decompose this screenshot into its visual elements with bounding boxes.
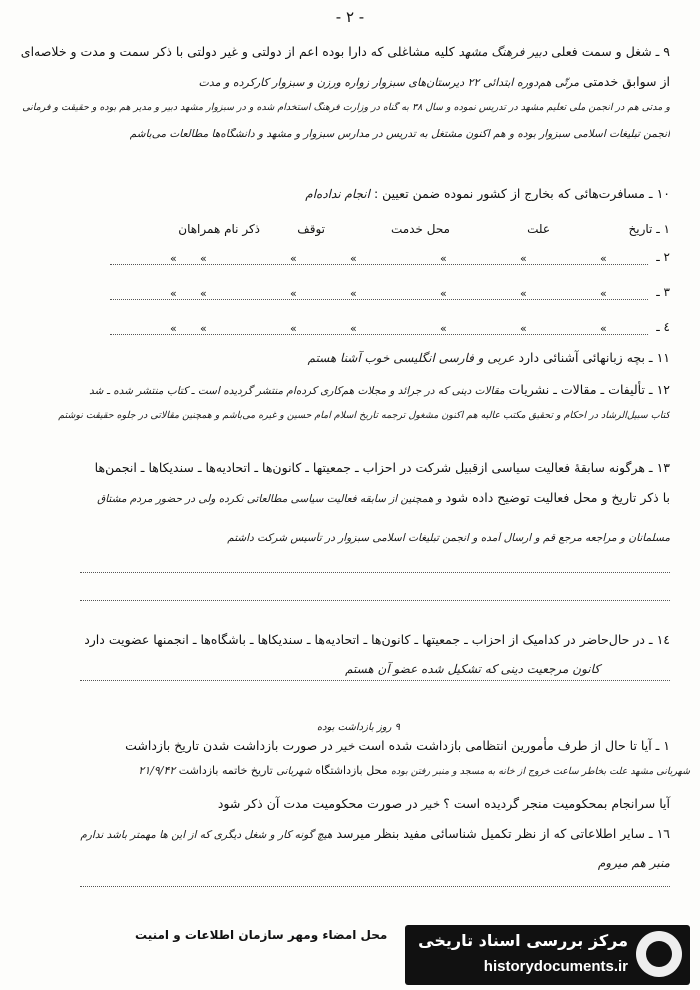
q15-line3 <box>218 796 670 811</box>
ditto-mark: « <box>520 322 527 335</box>
q15-line1 <box>125 738 670 753</box>
q12-label: ۱۲ ـ تألیفات ـ مقالات ـ نشریات <box>508 382 670 397</box>
q15-hand-start: ۲۱/۹/۴۲ <box>138 764 176 777</box>
q15-print: تاریخ خاتمه بازداشت <box>178 764 273 777</box>
q10-hand: انجام نداده‌ام <box>305 187 370 201</box>
q10-row-2-line <box>110 264 648 265</box>
ditto-mark: « <box>170 252 177 265</box>
ditto-mark: « <box>600 252 607 265</box>
q15-hand-end: شهربانی مشهد علت بخاطر ساعت خروج از خانه به مسجد و منبر رفتن بوده <box>391 766 690 777</box>
ditto-mark: « <box>520 287 527 300</box>
q13-blank-line-2 <box>80 600 670 601</box>
q15-line3-rest: در صورت محکومیت مدت آن ذکر شود <box>217 796 418 811</box>
q10-header-date: ۱ ـ تاریخ <box>628 222 670 236</box>
ditto-mark: « <box>170 287 177 300</box>
q12-hand2: کتاب سبیل‌الرشاد در احکام و تحقیق مکتب عالیه هم اکنون مشغول ترجمه تاریخ اسلام امام حسین و غیره می‌باشم و همچنین مقالاتی در جلوه حقیقت نوشتم <box>58 410 670 421</box>
q11-hand: عربی و فارسی انگلیسی خوب آشنا هستم <box>307 351 515 365</box>
q13-blank-line-1 <box>80 572 670 573</box>
ditto-mark: « <box>290 287 297 300</box>
q9-line2-hand: مرتّی هم‌دوره ابتدائی ۲۲ دیرستان‌های سبزوار زواره ورزن و سبزوار کارکرده و مدت <box>198 76 580 89</box>
ditto-mark: « <box>200 252 207 265</box>
q10-label: ۱۰ ـ مسافرت‌هائی که بخارج از کشور نموده ضمن تعیین : <box>373 186 670 201</box>
q16-line <box>80 826 670 841</box>
ditto-mark: « <box>200 322 207 335</box>
q13-hand2: مسلمانان و مراجعه مرجع قم و ارسال آمده و انجمن تبلیغات اسلامی سبزوار در تأسیس شرکت داشتم <box>227 532 670 544</box>
ditto-mark: « <box>350 322 357 335</box>
q9-line3-hand: و مدتی هم در انجمن ملی تعلیم مشهد در تدریس نموده و سال ۳۸ به گناه در وزارت فرهنگ استخدام شده و در سبزوار مشهد دبیر و مدیر هم بوده و حقیقت و فرمانی <box>22 102 670 113</box>
q14-label: ١٤ ـ در حال‌حاضر در کدامیک از احزاب ـ جمعیتها ـ کانون‌ها ـ اتحادیه‌ها ـ سندیکاها ـ باشگاه‌ها ـ انجمنها عضویت دارد <box>84 632 670 647</box>
q15-rest: در صورت بازداشت شدن تاریخ بازداشت <box>125 738 333 753</box>
q11-line <box>308 350 670 365</box>
q13-hand1: و همچنین از سابقه فعالیت سیاسی مطالعاتی نکرده ولی در حضور مردم مشتاق <box>97 493 442 505</box>
q9-label-line <box>21 44 670 59</box>
q10-row-3: ۳ ـ <box>656 285 670 299</box>
q12-line <box>89 382 670 397</box>
q10-header-reason: علت <box>527 222 550 236</box>
q13-line2 <box>97 490 670 505</box>
q16-hand2: منبر هم میروم <box>597 856 670 870</box>
q11-label: ۱۱ ـ بچه زبانهائی آشنائی دارد <box>518 350 670 365</box>
ditto-mark: « <box>440 322 447 335</box>
watermark-title: مرکز بررسی اسناد تاریخی <box>418 931 628 950</box>
q10-label-line <box>305 186 670 201</box>
q15-print2: محل بازداشتگاه <box>315 764 388 777</box>
ditto-mark: « <box>440 287 447 300</box>
ditto-mark: « <box>600 287 607 300</box>
q15-hand-inline: خیر <box>336 739 355 753</box>
q10-row-2: ۲ ـ <box>656 250 670 264</box>
q15-hand-above: ۹ روز بازداشت بوده <box>316 722 400 733</box>
ditto-mark: « <box>290 322 297 335</box>
ditto-mark: « <box>520 252 527 265</box>
archive-logo-icon <box>636 931 682 977</box>
q14-hand: کانون مرجعیت دینی که تشکیل شده عضو آن هستم <box>345 662 600 676</box>
q9-hand-inline: دبیر فرهنگ مشهد <box>458 45 548 59</box>
ditto-mark: « <box>200 287 207 300</box>
q10-row-4: ٤ ـ <box>656 320 670 334</box>
q10-header-stay: توقف <box>297 222 325 236</box>
signature-label: محل امضاء ومهر سازمان اطلاعات و امنیت <box>135 928 388 942</box>
q10-row-4-line <box>110 334 648 335</box>
q15-line3-print: آیا سرانجام بمحکومیت منجر گردیده است ؟ <box>443 796 670 811</box>
q13-label: ۱۳ ـ هرگونه سابقهٔ فعالیت سیاسی ازقبیل شرکت در احزاب ـ جمعیتها ـ کانون‌ها ـ اتحادیه‌ها ـ سندیکاها ـ انجمن‌ها <box>94 460 670 475</box>
ditto-mark: « <box>350 252 357 265</box>
q15-hand-mid: شهربانی <box>276 766 312 777</box>
q9-line2 <box>199 74 670 89</box>
ditto-mark: « <box>290 252 297 265</box>
q9-label: ۹ ـ شغل و سمت فعلی <box>551 44 670 59</box>
ditto-mark: « <box>350 287 357 300</box>
q9-line2-print: از سوابق خدمتی <box>583 74 670 89</box>
q16-label: ۱٦ ـ سایر اطلاعاتی که از نظر تکمیل شناسائی مفید بنظر میرسد <box>336 826 670 841</box>
page-number: - ۲ - <box>335 8 365 26</box>
q15-label: ۱ ـ آیا تا حال از طرف مأمورین انتظامی بازداشت شده است <box>358 738 670 753</box>
watermark-logo <box>405 925 690 985</box>
q15-line3-hand: خیر <box>421 797 440 811</box>
ditto-mark: « <box>600 322 607 335</box>
q10-header-place: محل خدمت <box>390 222 450 236</box>
q16-blank-line <box>80 886 670 887</box>
ditto-mark: « <box>440 252 447 265</box>
q10-header-companions: ذکر نام همراهان <box>178 222 260 236</box>
q15-line2 <box>138 764 690 777</box>
q12-hand1: مقالات دینی که در جرائد و مجلات هم‌کاری کرده‌ام منتشر گردیده است ـ کتاب منتشر شده ـ شد <box>89 385 505 397</box>
q13-line2-print: با ذکر تاریخ و محل فعالیت توضیح داده شود <box>445 490 670 505</box>
ditto-mark: « <box>170 322 177 335</box>
q16-hand1: هیچ گونه کار و شغل دیگری که از این ها مهمتر باشد ندارم <box>80 829 333 841</box>
q9-line4-hand: انجمن تبلیغات اسلامی سبزوار بوده و هم اکنون مشتغل به تدریس در مدارس سبزوار و مشهد و دانشگاه‌ها مطالعات می‌باشم <box>129 128 670 140</box>
watermark-site: historydocuments.ir <box>483 958 628 975</box>
q9-rest: کلیه مشاغلی که دارا بوده اعم از دولتی و غیر دولتی با ذکر سمت و مدت و خلاصه‌ای <box>20 44 455 59</box>
q14-blank-line <box>80 680 670 681</box>
q10-row-3-line <box>110 299 648 300</box>
